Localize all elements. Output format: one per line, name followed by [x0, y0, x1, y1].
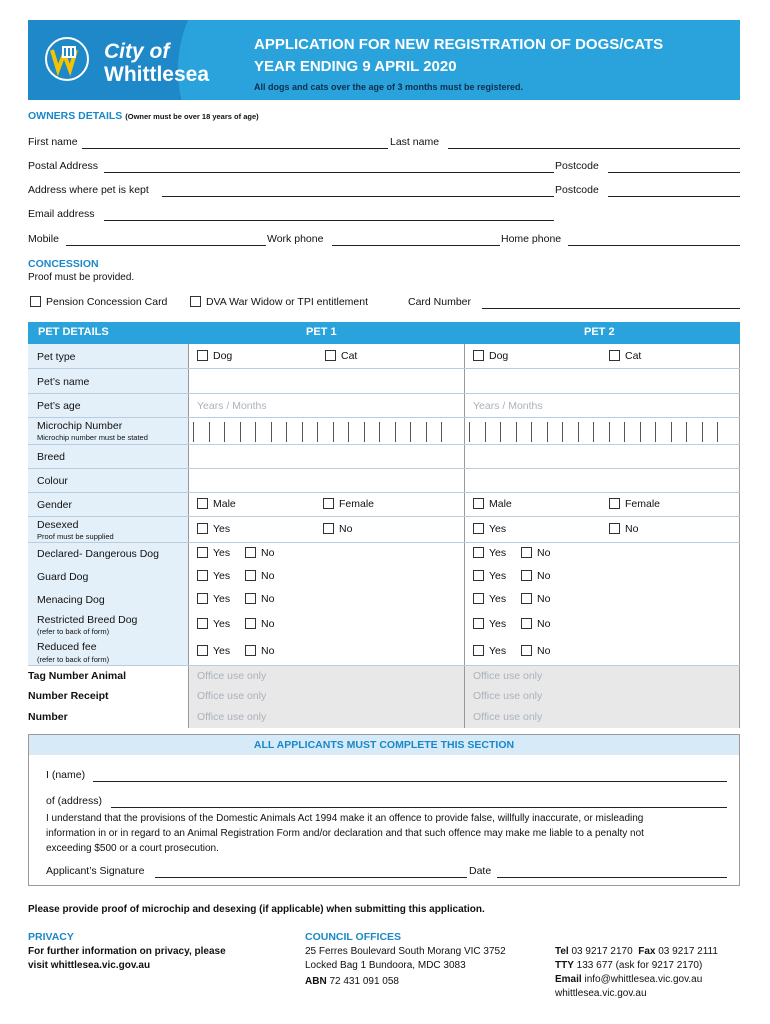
- pet1-tag-office: Office use only: [197, 670, 267, 682]
- pet1-menacing-yes-checkbox[interactable]: [197, 593, 208, 604]
- home-phone-label: Home phone: [501, 233, 562, 245]
- pet2-receipt-office: Office use only: [473, 690, 543, 702]
- owners-title-text: OWNERS DETAILS: [28, 110, 123, 122]
- pet2-desexed-yes[interactable]: [473, 523, 506, 535]
- pet1-microchip-boxes[interactable]: [193, 422, 457, 442]
- mobile-label: Mobile: [28, 233, 59, 245]
- guard-label: Guard Dog: [37, 571, 89, 583]
- pet2-male-label: Male: [489, 498, 512, 510]
- row-receipt: [28, 686, 740, 706]
- privacy-line1: For further information on privacy, please: [28, 946, 226, 957]
- pet1-restricted-yes[interactable]: [197, 618, 230, 630]
- desexed-note: Proof must be supplied: [37, 532, 114, 541]
- microchip-note: Microchip number must be stated: [37, 433, 148, 442]
- of-address-label: of (address): [46, 795, 103, 807]
- pet1-declared-yes[interactable]: [197, 547, 230, 559]
- pet2-desexed-no[interactable]: [609, 523, 638, 535]
- council-addr2: Locked Bag 1 Bundoora, MDC 3083: [305, 960, 466, 971]
- pet1-guard-no[interactable]: [245, 570, 274, 582]
- date-label: Date: [469, 865, 492, 877]
- pet2-male-checkbox[interactable]: [473, 498, 484, 509]
- pet2-menacing-no-checkbox[interactable]: [521, 593, 532, 604]
- pet1-female-label: Female: [339, 498, 375, 510]
- pet2-restricted-yes[interactable]: [473, 618, 506, 630]
- pet2-declared-yes-checkbox[interactable]: [473, 547, 484, 558]
- breed-label: Breed: [37, 451, 66, 463]
- pet1-dog-checkbox[interactable]: [197, 350, 208, 361]
- menacing-label: Menacing Dog: [37, 594, 105, 606]
- card-number-label: Card Number: [408, 296, 472, 308]
- pet2-female-option[interactable]: [609, 498, 660, 510]
- pet1-age-hint: Years / Months: [197, 400, 267, 412]
- card-number-field[interactable]: [482, 308, 740, 309]
- postcode2-field[interactable]: [608, 196, 740, 197]
- pet1-dog-label: Dog: [213, 350, 233, 362]
- pet1-menacing-yes[interactable]: [197, 593, 230, 605]
- pet1-guard-no-label: No: [261, 570, 275, 582]
- tel-fax-line: [555, 946, 718, 957]
- pet2-cat-checkbox[interactable]: [609, 350, 620, 361]
- pet1-guard-yes-label: Yes: [213, 570, 231, 582]
- pet2-restricted-yes-label: Yes: [489, 618, 507, 630]
- pet1-declared-no[interactable]: [245, 547, 274, 559]
- form-title: APPLICATION FOR NEW REGISTRATION OF DOGS/CATS: [254, 36, 664, 53]
- tty-value: 133 677 (ask for 9217 2170): [576, 960, 703, 971]
- fax-value: 03 9217 2111: [658, 946, 718, 957]
- signature-field[interactable]: [155, 877, 467, 878]
- pet1-guard-yes-checkbox[interactable]: [197, 570, 208, 581]
- tel-label: Tel: [555, 946, 569, 957]
- reduced-note: (refer to back of form): [37, 655, 110, 664]
- email-line: [555, 974, 702, 985]
- pet1-menacing-no-label: No: [261, 593, 275, 605]
- pet2-declared-yes-label: Yes: [489, 547, 507, 559]
- first-name-field[interactable]: [82, 148, 388, 149]
- pet2-guard-no[interactable]: [521, 570, 550, 582]
- pet1-name-field[interactable]: [188, 369, 464, 393]
- tag-label: Tag Number Animal: [28, 670, 127, 682]
- abn-line: [305, 976, 399, 987]
- pet2-age-hint: Years / Months: [473, 400, 543, 412]
- owners-subtitle: (Owner must be over 18 years of age): [125, 112, 259, 121]
- pet1-male-checkbox[interactable]: [197, 498, 208, 509]
- last-name-label: Last name: [390, 136, 440, 148]
- pet1-desexed-no-checkbox[interactable]: [323, 523, 334, 534]
- pet2-reduced-yes[interactable]: [473, 645, 506, 657]
- postal-address-field[interactable]: [104, 172, 554, 173]
- pet-address-label: Address where pet is kept: [28, 184, 149, 196]
- pet1-reduced-yes-checkbox[interactable]: [197, 645, 208, 656]
- pet2-heading: PET 2: [584, 326, 615, 338]
- pet2-restricted-yes-checkbox[interactable]: [473, 618, 484, 629]
- pet2-desexed-yes-label: Yes: [489, 523, 507, 535]
- row-gender: [28, 493, 740, 517]
- pet1-breed-field[interactable]: [188, 445, 464, 468]
- declaration-line2: information in or in regard to an Animal Registration Form and/or declaration and that such offence may make me liable to a penalty not: [46, 828, 644, 839]
- dva-label: DVA War Widow or TPI entitlement: [206, 296, 369, 308]
- pet2-desexed-no-label: No: [625, 523, 639, 535]
- pet2-guard-yes-checkbox[interactable]: [473, 570, 484, 581]
- work-phone-field[interactable]: [332, 245, 500, 246]
- i-name-label: I (name): [46, 769, 86, 781]
- pet1-menacing-no[interactable]: [245, 593, 274, 605]
- postcode-label: Postcode: [555, 160, 599, 172]
- pet1-restricted-no-checkbox[interactable]: [245, 618, 256, 629]
- colour-label: Colour: [37, 475, 68, 487]
- pet1-cat-label: Cat: [341, 350, 358, 362]
- microchip-label: Microchip Number: [37, 420, 123, 432]
- pet1-heading: PET 1: [306, 326, 337, 338]
- pet2-declared-no[interactable]: [521, 547, 550, 559]
- row-declared-dangerous: [28, 543, 740, 566]
- registration-note: All dogs and cats over the age of 3 months must be registered.: [254, 82, 524, 92]
- tty-line: [555, 960, 702, 971]
- pet2-declared-no-checkbox[interactable]: [521, 547, 532, 558]
- pet2-number-office: Office use only: [473, 711, 543, 723]
- pet2-microchip-field[interactable]: [464, 418, 740, 444]
- reduced-label: Reduced fee: [37, 641, 97, 653]
- pet1-microchip-field[interactable]: [188, 418, 464, 444]
- pension-label: Pension Concession Card: [46, 296, 168, 308]
- pet1-guard-no-checkbox[interactable]: [245, 570, 256, 581]
- pet1-desexed-no-label: No: [339, 523, 353, 535]
- applicant-declaration-box: [28, 734, 740, 886]
- row-pet-type: [28, 344, 740, 369]
- pet2-restricted-no[interactable]: [521, 618, 550, 630]
- pet1-declared-no-checkbox[interactable]: [245, 547, 256, 558]
- pet1-declared-yes-checkbox[interactable]: [197, 547, 208, 558]
- pet2-cat-option[interactable]: [609, 350, 641, 362]
- pension-checkbox[interactable]: [30, 296, 41, 307]
- pet2-dog-option[interactable]: [473, 350, 508, 362]
- number-label: Number: [28, 711, 68, 723]
- dva-option[interactable]: [190, 296, 368, 308]
- pet1-cat-option[interactable]: [325, 350, 357, 362]
- pet2-menacing-no-label: No: [537, 593, 551, 605]
- logo-text-city: City of: [104, 40, 170, 63]
- pet2-menacing-no[interactable]: [521, 593, 550, 605]
- desexed-label: Desexed: [37, 519, 79, 531]
- pet2-age-field[interactable]: [464, 394, 740, 417]
- applicants-title: ALL APPLICANTS MUST COMPLETE THIS SECTION: [29, 735, 739, 755]
- pet1-desexed-no[interactable]: [323, 523, 352, 535]
- pet1-age-field[interactable]: [188, 394, 464, 417]
- pet1-male-label: Male: [213, 498, 236, 510]
- pet-age-label: Pet’s age: [37, 400, 81, 412]
- fax-label: Fax: [638, 946, 656, 957]
- pet1-restricted-no-label: No: [261, 618, 275, 630]
- pet2-guard-yes[interactable]: [473, 570, 506, 582]
- pet2-restricted-no-checkbox[interactable]: [521, 618, 532, 629]
- pet2-declared-yes[interactable]: [473, 547, 506, 559]
- work-phone-label: Work phone: [267, 233, 324, 245]
- pet-type-label: Pet type: [37, 351, 76, 363]
- privacy-title: PRIVACY: [28, 931, 74, 943]
- abn-value: 72 431 091 058: [329, 976, 399, 987]
- row-breed: [28, 445, 740, 469]
- pet1-reduced-yes-label: Yes: [213, 645, 231, 657]
- declaration-line3: exceeding $500 or a court prosecution.: [46, 843, 219, 854]
- pet1-desexed-yes-label: Yes: [213, 523, 231, 535]
- pet1-dog-option[interactable]: [197, 350, 232, 362]
- i-name-field[interactable]: [93, 781, 727, 782]
- pet1-guard-yes[interactable]: [197, 570, 230, 582]
- website-link[interactable]: whittlesea.vic.gov.au: [555, 988, 647, 999]
- council-addr1: 25 Ferres Boulevard South Morang VIC 3752: [305, 946, 506, 957]
- pet2-female-checkbox[interactable]: [609, 498, 620, 509]
- tty-label: TTY: [555, 960, 574, 971]
- abn-label: ABN: [305, 976, 327, 987]
- row-colour: [28, 469, 740, 493]
- pet2-dog-checkbox[interactable]: [473, 350, 484, 361]
- pet2-tag-office: Office use only: [473, 670, 543, 682]
- postcode2-label: Postcode: [555, 184, 599, 196]
- row-desexed: [28, 517, 740, 543]
- pet1-reduced-no-checkbox[interactable]: [245, 645, 256, 656]
- pet2-female-label: Female: [625, 498, 661, 510]
- pet2-reduced-no[interactable]: [521, 645, 550, 657]
- row-pet-age: [28, 394, 740, 418]
- postal-address-label: Postal Address: [28, 160, 99, 172]
- pet1-menacing-no-checkbox[interactable]: [245, 593, 256, 604]
- pet2-male-option[interactable]: [473, 498, 512, 510]
- owners-section-title: [28, 110, 259, 122]
- gender-label: Gender: [37, 499, 73, 511]
- home-phone-field[interactable]: [568, 245, 740, 246]
- pet-table-header: [28, 322, 740, 344]
- pet1-restricted-no[interactable]: [245, 618, 274, 630]
- signature-label: Applicant’s Signature: [46, 865, 145, 877]
- logo-text-whittlesea: Whittlesea: [104, 63, 210, 86]
- row-pet-name: [28, 369, 740, 394]
- pet2-desexed-yes-checkbox[interactable]: [473, 523, 484, 534]
- row-guard-dog: [28, 566, 740, 589]
- pet2-restricted-no-label: No: [537, 618, 551, 630]
- pet1-restricted-yes-checkbox[interactable]: [197, 618, 208, 629]
- pet2-reduced-yes-label: Yes: [489, 645, 507, 657]
- pet1-declared-yes-label: Yes: [213, 547, 231, 559]
- pet2-guard-yes-label: Yes: [489, 570, 507, 582]
- form-subtitle: YEAR ENDING 9 APRIL 2020: [254, 58, 457, 75]
- of-address-field[interactable]: [111, 807, 727, 808]
- pet1-female-option[interactable]: [323, 498, 374, 510]
- pet-name-label: Pet’s name: [37, 376, 90, 388]
- tel-value: 03 9217 2170: [571, 946, 633, 957]
- pet2-guard-no-checkbox[interactable]: [521, 570, 532, 581]
- footer-email-label: Email: [555, 974, 582, 985]
- privacy-line2: visit whittlesea.vic.gov.au: [28, 960, 151, 971]
- pet-address-field[interactable]: [162, 196, 554, 197]
- row-tag-number: [28, 666, 740, 686]
- pet2-colour-field[interactable]: [464, 469, 740, 492]
- form-header: [28, 20, 740, 100]
- pet1-female-checkbox[interactable]: [323, 498, 334, 509]
- email-label: Email address: [28, 208, 95, 220]
- pet2-name-field[interactable]: [464, 369, 740, 393]
- pet1-desexed-yes-checkbox[interactable]: [197, 523, 208, 534]
- postcode-field[interactable]: [608, 172, 740, 173]
- pet2-menacing-yes-checkbox[interactable]: [473, 593, 484, 604]
- pet1-menacing-yes-label: Yes: [213, 593, 231, 605]
- pet1-male-option[interactable]: [197, 498, 236, 510]
- email-field[interactable]: [104, 220, 554, 221]
- pet1-restricted-yes-label: Yes: [213, 618, 231, 630]
- receipt-label: Number Receipt: [28, 690, 109, 702]
- restricted-note: (refer to back of form): [37, 627, 110, 636]
- pet2-dog-label: Dog: [489, 350, 509, 362]
- pet2-reduced-yes-checkbox[interactable]: [473, 645, 484, 656]
- pet2-reduced-no-checkbox[interactable]: [521, 645, 532, 656]
- pet2-reduced-no-label: No: [537, 645, 551, 657]
- pet1-receipt-office: Office use only: [197, 690, 267, 702]
- pet2-cat-label: Cat: [625, 350, 642, 362]
- city-crest-icon: [44, 36, 90, 82]
- dva-checkbox[interactable]: [190, 296, 201, 307]
- row-restricted-breed: [28, 612, 740, 639]
- pet1-cat-checkbox[interactable]: [325, 350, 336, 361]
- pet2-breed-field[interactable]: [464, 445, 740, 468]
- pet2-menacing-yes[interactable]: [473, 593, 506, 605]
- concession-proof: Proof must be provided.: [28, 272, 135, 283]
- first-name-label: First name: [28, 136, 78, 148]
- pension-option[interactable]: [30, 296, 167, 308]
- row-reduced-fee: [28, 639, 740, 666]
- pet1-declared-no-label: No: [261, 547, 275, 559]
- pet1-reduced-no-label: No: [261, 645, 275, 657]
- pet1-desexed-yes[interactable]: [197, 523, 230, 535]
- proof-note: Please provide proof of microchip and desexing (if applicable) when submitting this application.: [28, 904, 485, 915]
- row-microchip: [28, 418, 740, 445]
- last-name-field[interactable]: [448, 148, 740, 149]
- row-number: [28, 706, 740, 728]
- row-menacing-dog: [28, 589, 740, 612]
- footer-email-link[interactable]: info@whittlesea.vic.gov.au: [584, 974, 703, 985]
- pet-details-heading: PET DETAILS: [38, 326, 109, 338]
- pet1-number-office: Office use only: [197, 711, 267, 723]
- pet2-menacing-yes-label: Yes: [489, 593, 507, 605]
- pet1-reduced-no[interactable]: [245, 645, 274, 657]
- date-field[interactable]: [497, 877, 727, 878]
- pet2-desexed-no-checkbox[interactable]: [609, 523, 620, 534]
- pet1-reduced-yes[interactable]: [197, 645, 230, 657]
- pet1-colour-field[interactable]: [188, 469, 464, 492]
- pet2-declared-no-label: No: [537, 547, 551, 559]
- restricted-label: Restricted Breed Dog: [37, 614, 138, 626]
- pet2-microchip-boxes[interactable]: [469, 422, 733, 442]
- mobile-field[interactable]: [66, 245, 266, 246]
- council-title: COUNCIL OFFICES: [305, 931, 402, 943]
- concession-title: CONCESSION: [28, 258, 99, 270]
- declared-label: Declared- Dangerous Dog: [37, 548, 159, 560]
- pet2-guard-no-label: No: [537, 570, 551, 582]
- declaration-line1: I understand that the provisions of the Domestic Animals Act 1994 make it an offence to provide false, willfully inaccurate, or misleading: [46, 813, 644, 824]
